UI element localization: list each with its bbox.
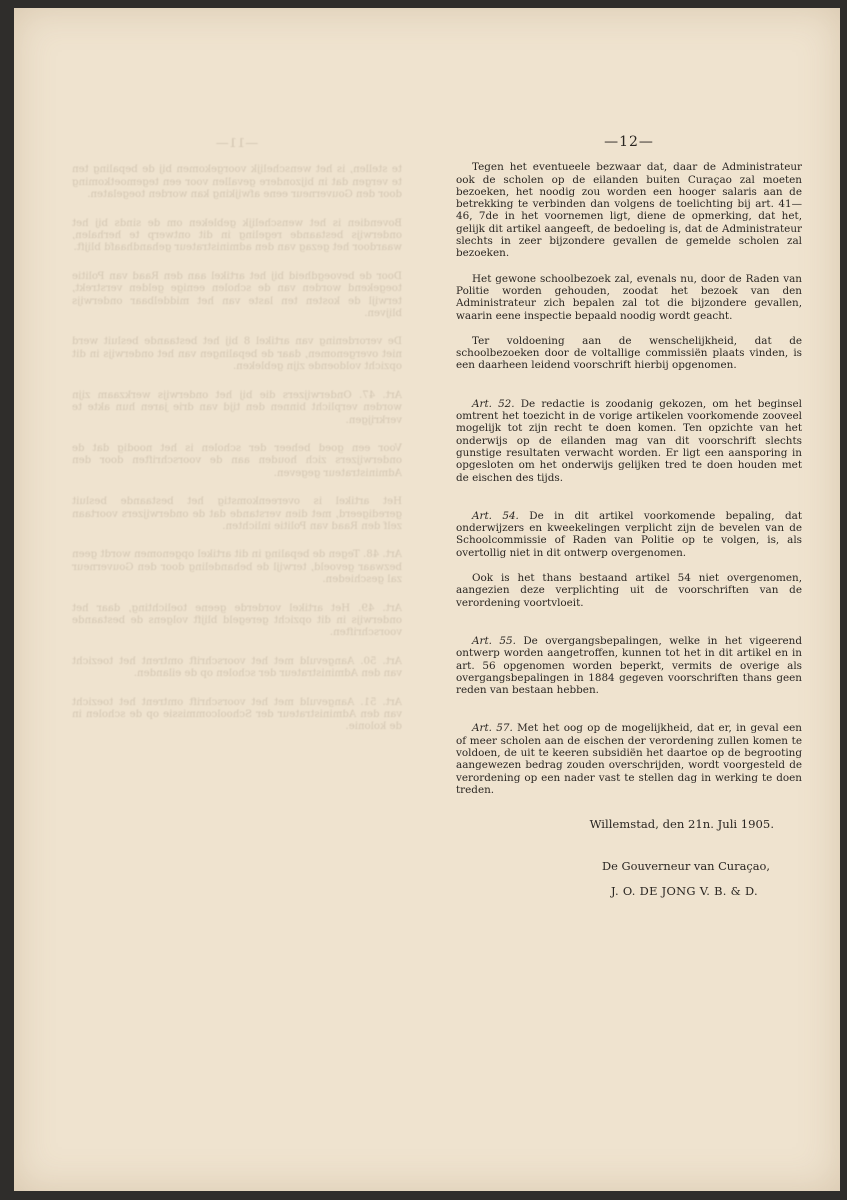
bleed-through-text — [72, 138, 402, 1078]
bleed-paragraph: Door de bevoegdheid bij het artikel aan den Raad van Politie toegekend worden van de scholen eenige gelden verstrekt, terwijl de kosten ten laste van het middelbaar onderwijs blijven. — [72, 270, 402, 320]
paragraph-text: Met het oog op de mogelijkheid, dat er, in geval een of meer scholen aan de eischen der verordening zullen komen te voldoen, de uit te keeren subsidiën het daartoe op de begrooting aangewezen bedrag zouden overschrijden, wordt voorgesteld de verordening op een nader vast te stellen dag in werking te doen treden. — [456, 722, 802, 796]
paragraph-text: Ter voldoening aan de wenschelijkheid, dat de schoolbezoeken door de voltallige commissiën plaats vinden, is een daarheen leidend voorschrift hierbij opgenomen. — [456, 334, 802, 372]
paragraph-text: Tegen het eventueele bezwaar dat, daar de Administrateur ook de scholen op de eilanden buiten Curaçao zal moeten bezoeken, het noodig zou worden een hooger salaris aan de betrekking te verbinden dan volgens de toelichting bij art. 41—46, 7de in het voornemen ligt, diene de opmerking, dat het, gelijk dit artikel aangeeft, de bedoeling is, dat de Administrateur slechts in zeer bijzondere gevallen de gemelde scholen zal bezoeken. — [456, 161, 802, 260]
paragraph — [456, 273, 802, 322]
bleed-page-number: —11— — [215, 138, 259, 151]
page-content — [456, 130, 802, 897]
bleed-paragraph: Voor een goed beheer der scholen is het noodig dat de onderwijzers zich houden aan de voorschriften door den Administrateur gegeven. — [72, 442, 402, 479]
article-paragraph — [456, 398, 802, 484]
article-paragraph — [456, 510, 802, 559]
paragraph-text: De in dit artikel voorkomende bepaling, dat onderwijzers en kweekelingen verplicht zijn de bevelen van de Schoolcommissie of Raden van Politie op te volgen, is, als overtollig niet in dit ontwerp overgenomen. — [456, 509, 802, 559]
paragraph-text: Het gewone schoolbezoek zal, evenals nu, door de Raden van Politie worden gehouden, zoodat het bezoek van den Administrateur zich bepalen zal tot die bijzondere gevallen, waarin eene inspectie bepaald noodig wordt geacht. — [456, 272, 802, 322]
closing-block — [456, 818, 802, 897]
bleed-paragraph: Het artikel is overeenkomstig het bestaande besluit geredigeerd, met dien verstande dat de onderwijzers voortaan zelf den Raad van Politie inlichten. — [72, 496, 402, 532]
article-paragraph — [456, 722, 802, 796]
article-label: Art. 52. — [472, 397, 515, 410]
bleed-paragraph: Art. 51. Aangevuld met het voorschrift omtrent het toezicht van den Administrateur der Schoolcommissie op de scholen in de kolonie. — [72, 696, 402, 733]
signature-name: J. O. DE JONG V. B. & D. — [611, 883, 758, 898]
paragraph — [456, 161, 802, 259]
paragraph-text: De overgangsbepalingen, welke in het vigeerend ontwerp worden aangetroffen, kunnen tot het in dit artikel en in art. 56 opgenomen worden beperkt, vermits de overige als overgangsbepalingen in 1884 gegeven voorschriften thans geen reden van bestaan hebben. — [456, 634, 802, 697]
article-label: Art. 57. — [472, 722, 513, 735]
bleed-paragraph: Art. 48. Tegen de bepaling in dit artikel opgenomen wordt geen bezwaar gevoeld, terwijl de behandeling door den Gouverneur zal geschieden. — [72, 549, 402, 586]
article-label: Art. 55. — [472, 634, 516, 647]
article-label: Art. 54. — [472, 509, 519, 522]
bleed-paragraph: Art. 47. Onderwijzers die bij het onderwijs werkzaam zijn worden verplicht binnen den tijd van drie jaren hun akte te verkrijgen. — [72, 389, 402, 426]
place-date: Willemstad, den 21n. Juli 1905. — [589, 817, 774, 832]
bleed-paragraph: Bovendien is het wenschelijk gebleken om de sinds bij het onderwijs bestaande regeling in dit ontwerp te herhalen, waardoor het gezag van den administrateur gehandhaafd blijft. — [72, 217, 402, 254]
paragraph-text: De redactie is zoodanig gekozen, om het beginsel omtrent het toezicht in de vorige artikelen voorkomende zooveel mogelijk tot zijn recht te doen komen. Ten opzichte van het onderwijs op de eilanden mag van dit voorschrift slechts gunstige resultaten verwacht worden. Er ligt een aansporing in opgesloten om het onderwijs gelijken tred te doen houden met de eischen des tijds. — [456, 397, 802, 484]
bleed-paragraph: Art. 49. Het artikel vorderde geene toelichting, daar het onderwijs in dit opzicht geregeld blijft volgens de bestaande voorschriften. — [72, 602, 402, 639]
paragraph — [456, 572, 802, 609]
page-number: —12— — [604, 134, 654, 150]
signature-title: De Gouverneur van Curaçao, — [602, 859, 771, 874]
bleed-paragraph: Art. 50. Aangevuld met het voorschrift omtrent het toezicht van den Administrateur der scholen op de eilanden. — [72, 655, 402, 680]
bleed-paragraph: De verordening van artikel 8 bij het bestaande besluit werd niet overgenomen, daar de bepalingen van het onderwijs in dit opzicht voldoende zijn gebleken. — [72, 336, 402, 373]
document-page — [14, 8, 840, 1191]
paragraph — [456, 335, 802, 372]
paragraph-text: Ook is het thans bestaand artikel 54 niet overgenomen, aangezien deze verplichting uit de voorschriften van de verordening voortvloeit. — [456, 572, 802, 609]
bleed-paragraph: te stellen, is het wenschelijk voorgekomen bij de bepaling ten te vergen dat in bijzondere gevallen voor een tegemoetkoming door den Gouverneur eene afwijking kan worden toegelaten. — [72, 164, 402, 201]
article-paragraph — [456, 635, 802, 696]
